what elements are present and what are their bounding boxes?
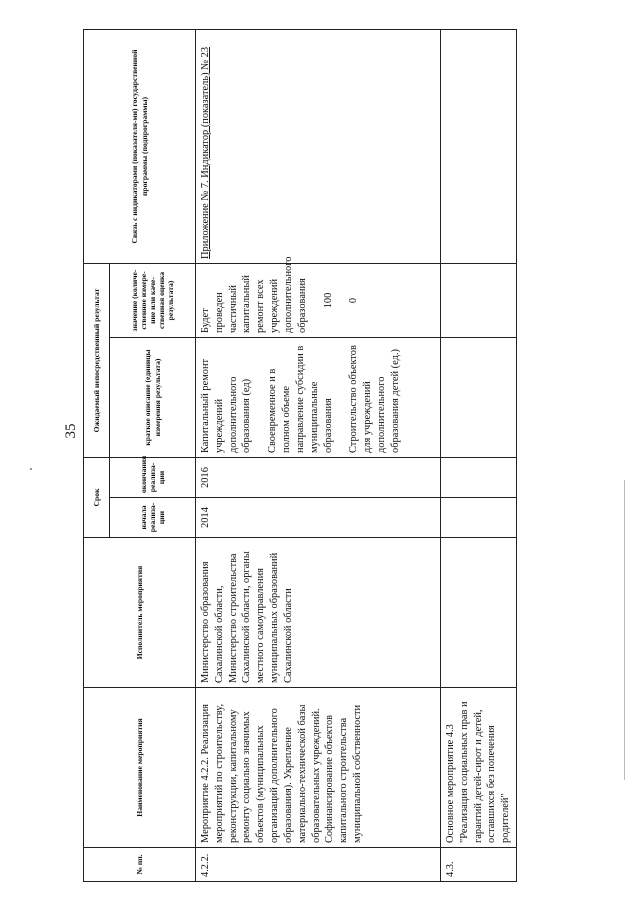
row-executor — [441, 538, 517, 688]
row-name: Основное мероприятие 4.3 "Реализация социальных прав и гарантий детей-сирот и детей, оставшихся без попечения родителей" — [441, 688, 517, 848]
value-item: Будет проведен частичный капитальный ремонт всех учреждений дополнительного образования — [200, 256, 308, 333]
value-item: 100 — [322, 292, 334, 309]
row-executor: Министерство образования Сахалинской области, Министерство строительства Сахалинской области, органы местного самоуправления муниципальных образований Сахалинской области — [196, 538, 441, 688]
scan-dust-mark — [30, 468, 32, 470]
scan-edge-mark — [624, 480, 625, 780]
row-name: Мероприятие 4.2.2. Реализация мероприятий по строительству, реконструкции, капитальному ремонту социально значимых объектов (муниципальных организаций дополнительного образования). Укрепление материально-технической базы образовательных учреждений. Софинансирование объектов капитального строительства муниципальной собственности — [196, 688, 441, 848]
table-row — [196, 29, 441, 881]
row-link — [441, 29, 517, 263]
row-num: 4.2.2. — [196, 848, 441, 882]
result-item: Капитальный ремонт учреждений дополнительного образования (ед) — [200, 358, 253, 453]
table-row — [441, 29, 517, 881]
row-values — [196, 256, 441, 337]
row-start: 2014 — [196, 498, 441, 538]
header-link: Связь с индикаторами (показателя-ми) государственной программы (подпрограммы) — [84, 29, 196, 263]
row-end: 2016 — [196, 457, 441, 497]
row-start — [441, 498, 517, 538]
header-term: Срок — [84, 457, 110, 537]
page-number: 35 — [63, 423, 79, 439]
header-result: Ожидаемый непосредственный результат — [84, 263, 110, 457]
header-name: Наименование мероприятия — [84, 688, 196, 848]
row-results — [196, 337, 441, 457]
header-result-value: значение (количе-ственное измере-ние или каче-ственная оценка результата) — [110, 263, 196, 337]
value-item: 0 — [348, 297, 360, 304]
header-num: № пп. — [84, 848, 196, 882]
row-results — [441, 337, 517, 457]
row-num: 4.3. — [441, 848, 517, 882]
row-values — [441, 263, 517, 337]
measures-table — [83, 29, 517, 882]
header-term-end: окончания реализа-ции — [110, 457, 196, 497]
header-term-start: начала реализа-ции — [110, 498, 196, 538]
header-result-desc: краткое описание (единицы измерения результата) — [110, 337, 196, 457]
row-end — [441, 457, 517, 497]
indicator-link: Приложение № 7. Индикатор (показатель) № 23 — [200, 46, 211, 259]
result-item: Строительство объектов для учреждений дополнительного образования детей (ед.) — [348, 345, 401, 453]
header-executor: Исполнитель мероприятия — [84, 538, 196, 688]
rotated-table-wrapper — [83, 30, 512, 882]
result-item: Своевременное и в полном объеме направление субсидии в муниципальные образования — [267, 345, 334, 453]
row-link — [196, 29, 441, 263]
